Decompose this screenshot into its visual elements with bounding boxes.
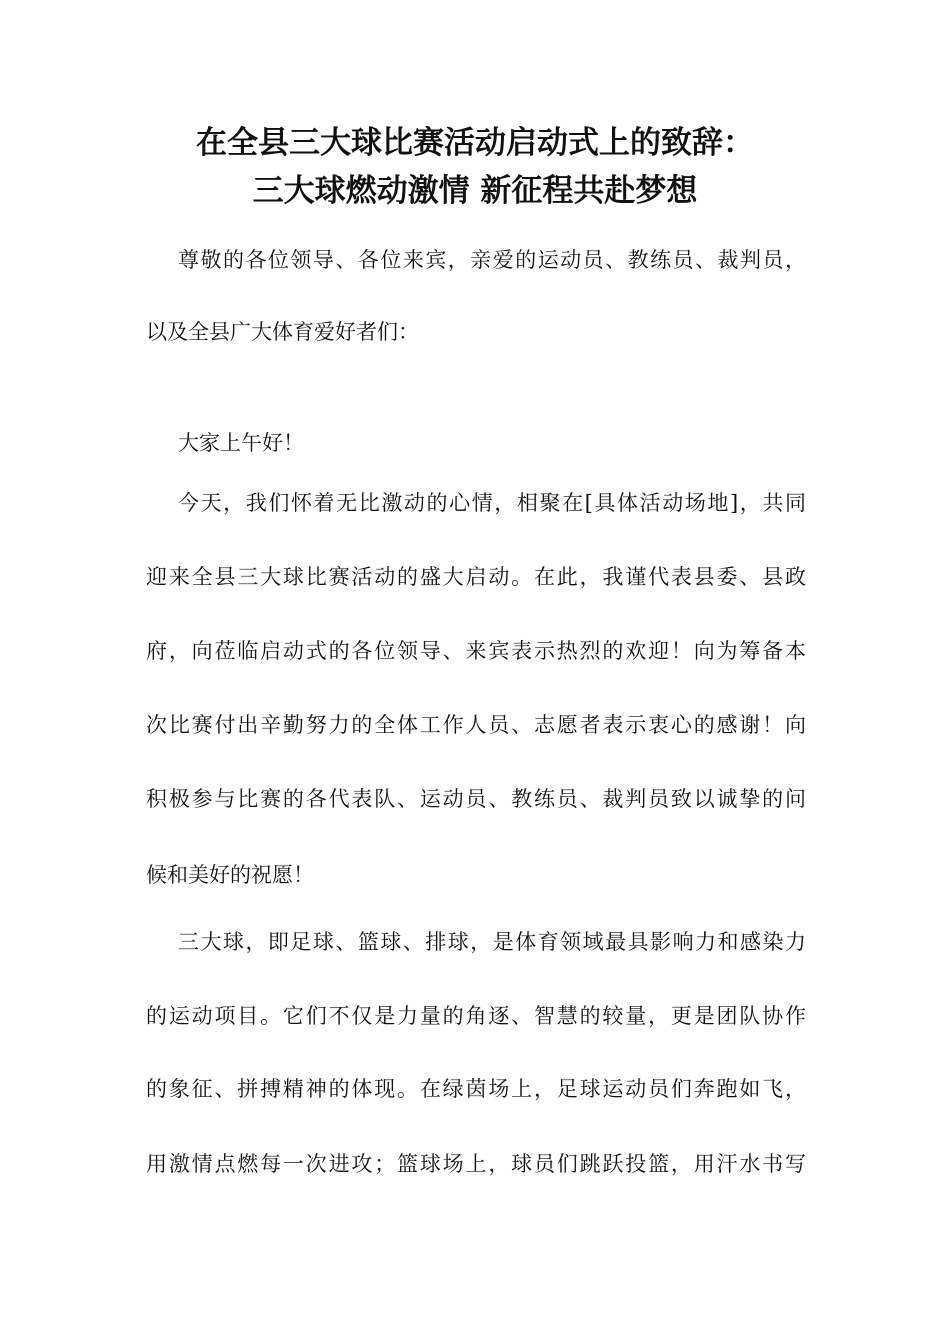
paragraph-line: 今天，我们怀着无比激动的心情，相聚在[具体活动场地]，共同: [178, 491, 806, 515]
greeting: 大家上午好！: [178, 431, 304, 455]
paragraph-line: 府，向莅临启动式的各位领导、来宾表示热烈的欢迎！向为筹备本: [146, 639, 806, 663]
salutation-line: 以及全县广大体育爱好者们：: [146, 320, 419, 344]
paragraph-line: 积极参与比赛的各代表队、运动员、教练员、裁判员致以诚挚的问: [146, 787, 806, 811]
paragraph-line: 迎来全县三大球比赛活动的盛大启动。在此，我谨代表县委、县政: [146, 565, 806, 589]
title-line-2: 三大球燃动激情 新征程共赴梦想: [252, 173, 698, 209]
paragraph-line: 用激情点燃每一次进攻；篮球场上，球员们跳跃投篮，用汗水书写: [146, 1152, 806, 1176]
paragraph-line: 次比赛付出辛勤努力的全体工作人员、志愿者表示衷心的感谢！向: [146, 713, 806, 737]
paragraph-line: 的运动项目。它们不仅是力量的角逐、智慧的较量，更是团队协作: [146, 1004, 806, 1028]
paragraph-line: 候和美好的祝愿！: [146, 863, 314, 887]
paragraph-line: 的象征、拼搏精神的体现。在绿茵场上，足球运动员们奔跑如飞，: [146, 1077, 806, 1101]
paragraph-line: 三大球，即足球、篮球、排球，是体育领域最具影响力和感染力: [178, 930, 806, 954]
title-line-1: 在全县三大球比赛活动启动式上的致辞：: [196, 125, 754, 161]
salutation-line: 尊敬的各位领导、各位来宾，亲爱的运动员、教练员、裁判员，: [178, 248, 806, 272]
